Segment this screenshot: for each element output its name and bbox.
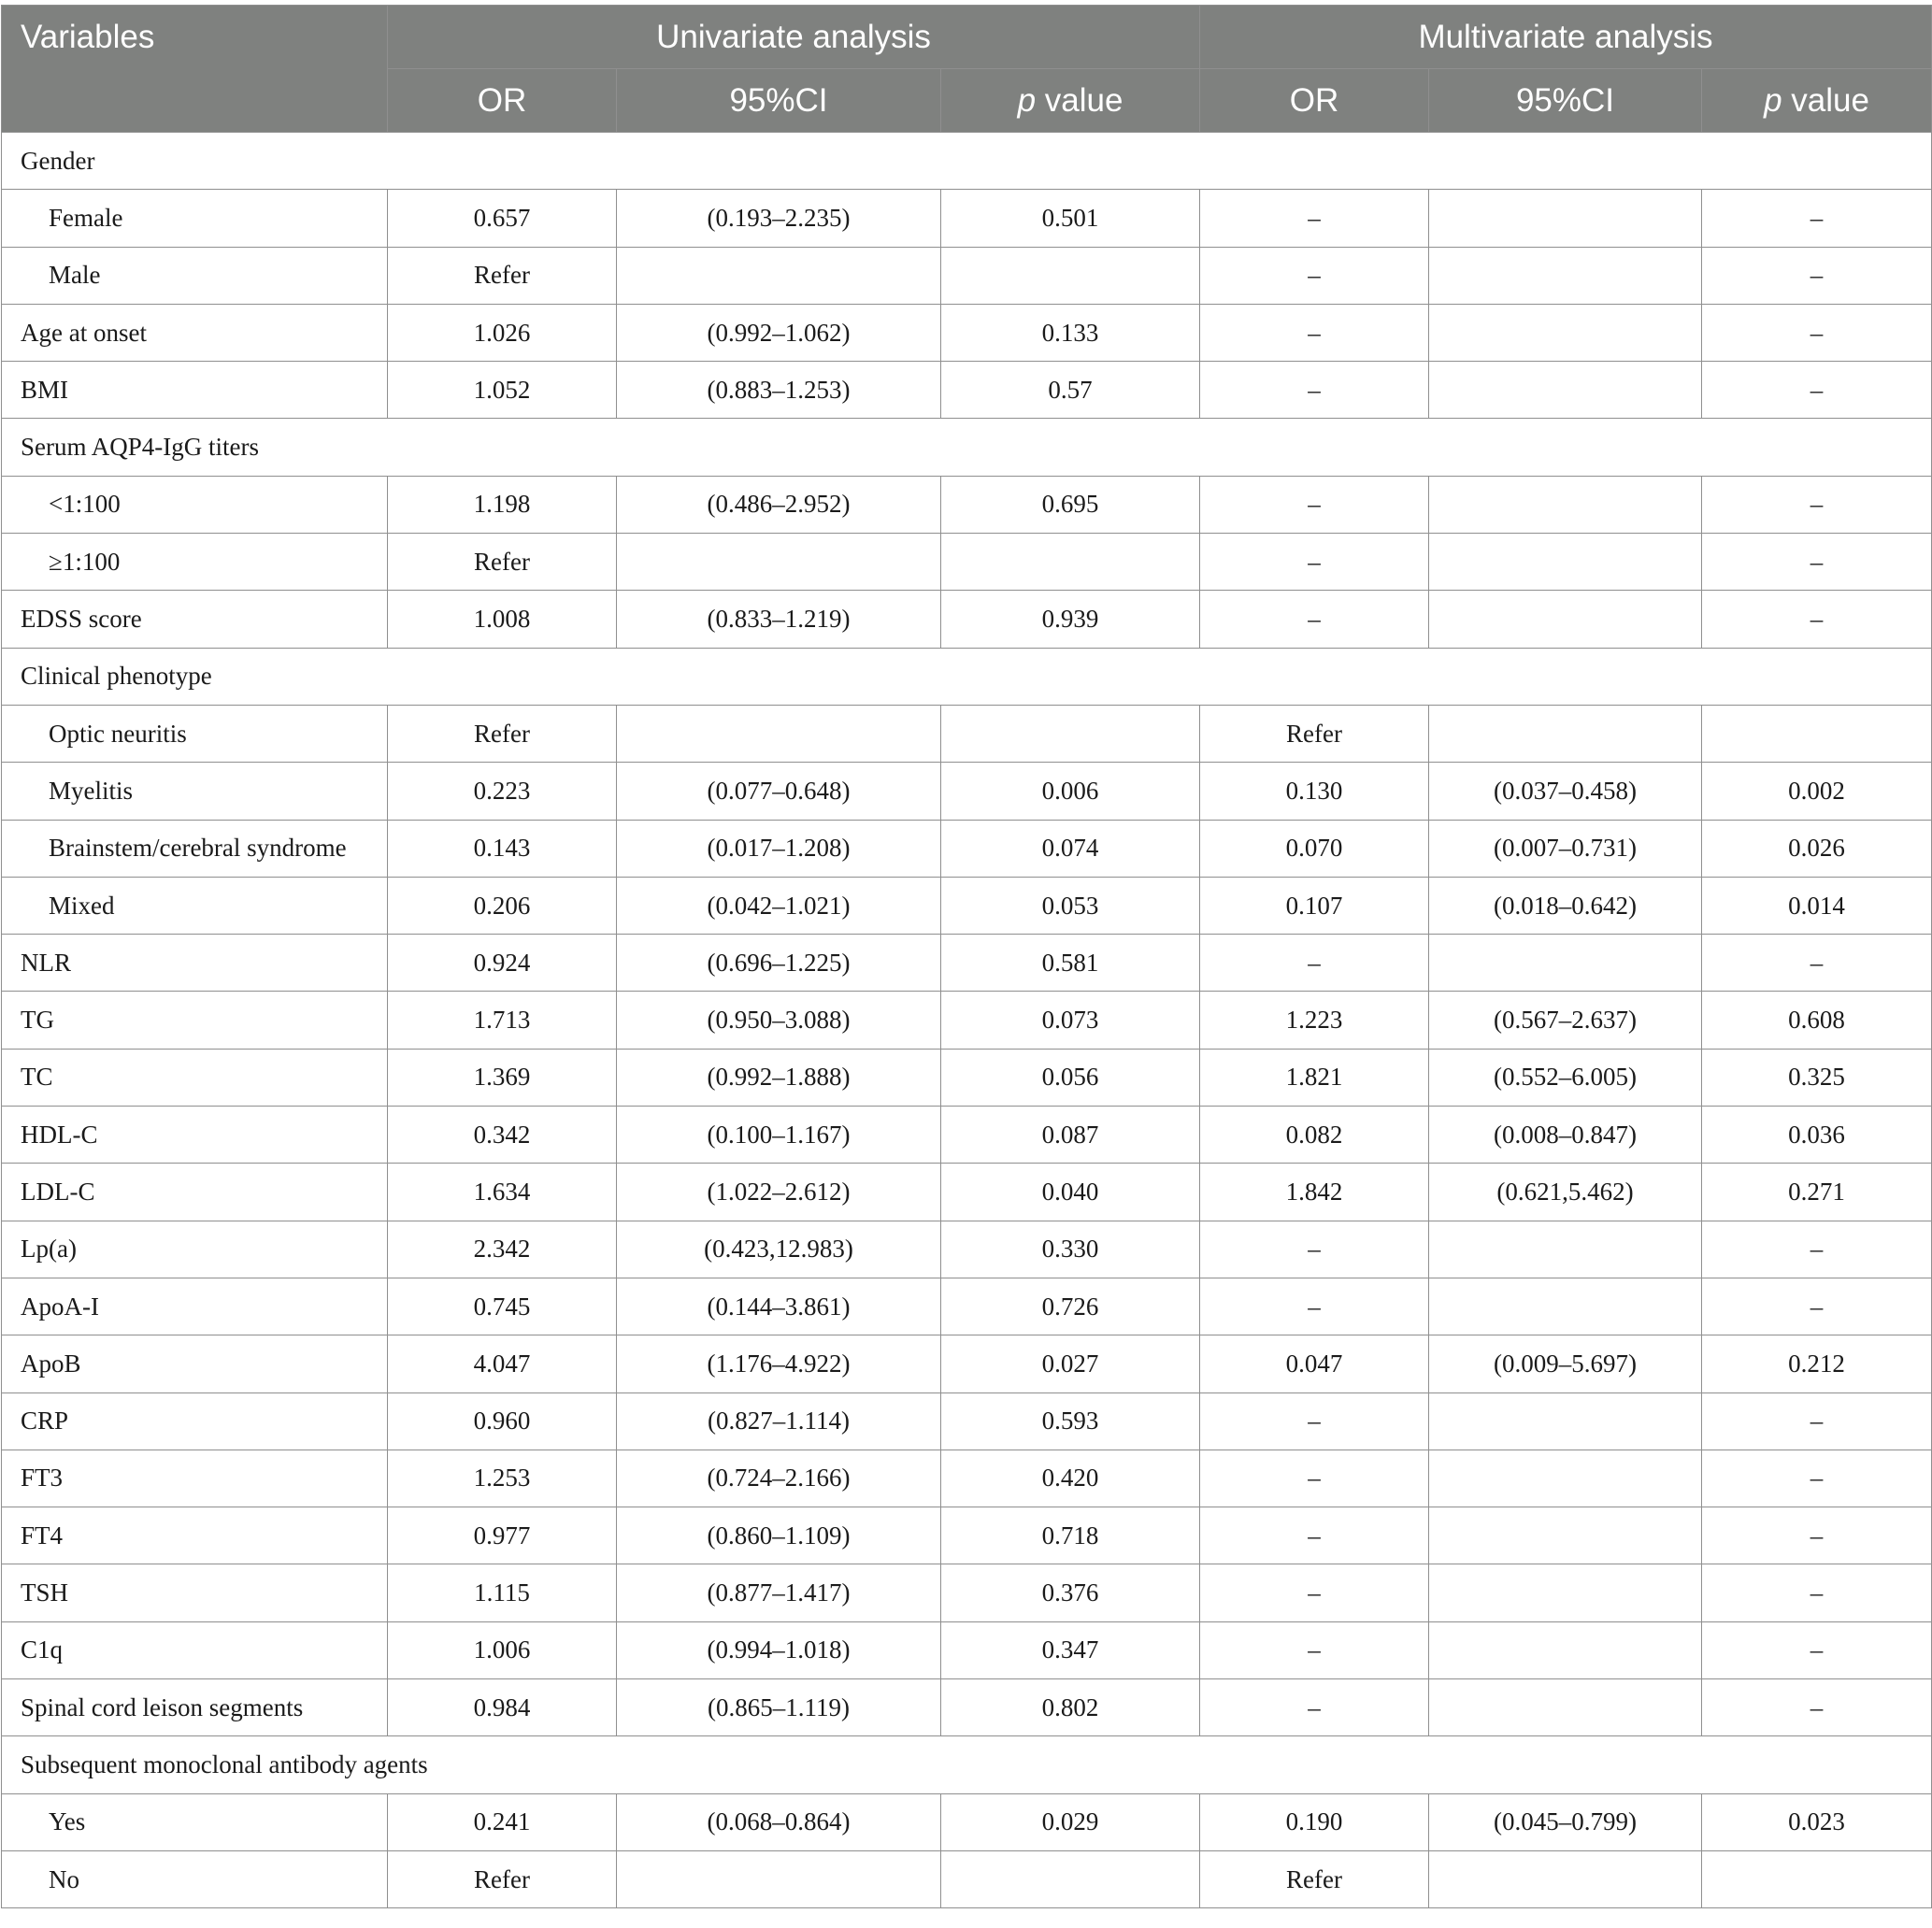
univariate-p-cell: 0.57 xyxy=(941,362,1200,419)
multivariate-ci-cell: (0.007–0.731) xyxy=(1429,820,1702,877)
univariate-p-cell: 0.087 xyxy=(941,1107,1200,1164)
variable-label: No xyxy=(2,1850,388,1907)
univariate-ci-cell xyxy=(617,1850,941,1907)
multivariate-p-cell: 0.023 xyxy=(1702,1793,1932,1850)
univariate-ci-cell: (1.176–4.922) xyxy=(617,1335,941,1392)
group-row xyxy=(2,1736,1932,1793)
group-label: Clinical phenotype xyxy=(2,648,1932,705)
table-row xyxy=(2,1564,1932,1621)
multivariate-or-cell: Refer xyxy=(1200,1850,1429,1907)
multivariate-or-cell: – xyxy=(1200,362,1429,419)
multivariate-or-cell: 1.842 xyxy=(1200,1164,1429,1221)
univariate-p-cell: 0.939 xyxy=(941,591,1200,648)
multivariate-p-cell: – xyxy=(1702,1221,1932,1278)
univariate-ci-cell: (0.100–1.167) xyxy=(617,1107,941,1164)
table-row xyxy=(2,362,1932,419)
multivariate-p-cell: – xyxy=(1702,1278,1932,1335)
univariate-or-cell: 0.924 xyxy=(388,935,617,992)
multivariate-or-cell: 1.223 xyxy=(1200,992,1429,1049)
multivariate-or-cell: – xyxy=(1200,1278,1429,1335)
univariate-or-cell: 4.047 xyxy=(388,1335,617,1392)
multivariate-ci-cell xyxy=(1429,1450,1702,1507)
univariate-ci-cell: (0.950–3.088) xyxy=(617,992,941,1049)
univariate-or-cell: Refer xyxy=(388,1850,617,1907)
univariate-ci-cell xyxy=(617,534,941,591)
group-label: Subsequent monoclonal antibody agents xyxy=(2,1736,1932,1793)
table-row xyxy=(2,1392,1932,1450)
multivariate-p-cell: 0.271 xyxy=(1702,1164,1932,1221)
multivariate-or-cell: – xyxy=(1200,591,1429,648)
multivariate-p-cell: – xyxy=(1702,1621,1932,1678)
univariate-or-cell: Refer xyxy=(388,534,617,591)
multivariate-ci-cell xyxy=(1429,1507,1702,1564)
univariate-ci-cell: (0.860–1.109) xyxy=(617,1507,941,1564)
variable-label: Yes xyxy=(2,1793,388,1850)
p-value-suffix: value xyxy=(1782,81,1869,119)
univariate-p-cell: 0.581 xyxy=(941,935,1200,992)
header-univariate: Univariate analysis xyxy=(388,6,1200,69)
multivariate-p-cell: – xyxy=(1702,1679,1932,1736)
multivariate-ci-cell xyxy=(1429,476,1702,533)
variable-label: EDSS score xyxy=(2,591,388,648)
univariate-ci-cell: (0.193–2.235) xyxy=(617,190,941,247)
multivariate-or-cell: 0.130 xyxy=(1200,763,1429,820)
multivariate-p-cell xyxy=(1702,705,1932,762)
univariate-p-cell: 0.501 xyxy=(941,190,1200,247)
multivariate-ci-cell: (0.045–0.799) xyxy=(1429,1793,1702,1850)
univariate-or-cell: 0.143 xyxy=(388,820,617,877)
multivariate-p-cell: – xyxy=(1702,362,1932,419)
table-row xyxy=(2,1221,1932,1278)
univariate-p-cell: 0.718 xyxy=(941,1507,1200,1564)
variable-label: Lp(a) xyxy=(2,1221,388,1278)
table-row xyxy=(2,1450,1932,1507)
univariate-p-cell: 0.726 xyxy=(941,1278,1200,1335)
univariate-ci-cell: (0.068–0.864) xyxy=(617,1793,941,1850)
variable-label: Spinal cord leison segments xyxy=(2,1679,388,1736)
univariate-ci-cell: (0.992–1.888) xyxy=(617,1049,941,1106)
multivariate-ci-cell: (0.018–0.642) xyxy=(1429,877,1702,934)
multivariate-ci-cell xyxy=(1429,1278,1702,1335)
univariate-or-cell: 0.342 xyxy=(388,1107,617,1164)
univariate-ci-cell: (0.833–1.219) xyxy=(617,591,941,648)
multivariate-or-cell: – xyxy=(1200,1450,1429,1507)
univariate-ci-cell: (0.865–1.119) xyxy=(617,1679,941,1736)
univariate-or-cell: 1.198 xyxy=(388,476,617,533)
multivariate-ci-cell xyxy=(1429,935,1702,992)
univariate-ci-cell: (0.017–1.208) xyxy=(617,820,941,877)
table-row xyxy=(2,1278,1932,1335)
multivariate-p-cell: 0.608 xyxy=(1702,992,1932,1049)
variable-label: Mixed xyxy=(2,877,388,934)
table-row xyxy=(2,1793,1932,1850)
multivariate-ci-cell xyxy=(1429,591,1702,648)
table-row xyxy=(2,1164,1932,1221)
variable-label: C1q xyxy=(2,1621,388,1678)
multivariate-ci-cell: (0.008–0.847) xyxy=(1429,1107,1702,1164)
univariate-p-cell xyxy=(941,1850,1200,1907)
univariate-ci-cell xyxy=(617,247,941,304)
multivariate-p-cell: – xyxy=(1702,534,1932,591)
table-row xyxy=(2,1621,1932,1678)
multivariate-or-cell: 0.107 xyxy=(1200,877,1429,934)
multivariate-ci-cell: (0.567–2.637) xyxy=(1429,992,1702,1049)
header-multivariate: Multivariate analysis xyxy=(1200,6,1932,69)
univariate-ci-cell xyxy=(617,705,941,762)
univariate-p-cell: 0.133 xyxy=(941,304,1200,361)
univariate-p-cell: 0.347 xyxy=(941,1621,1200,1678)
univariate-p-cell: 0.006 xyxy=(941,763,1200,820)
multivariate-ci-cell: (0.037–0.458) xyxy=(1429,763,1702,820)
table-row xyxy=(2,992,1932,1049)
multivariate-ci-cell xyxy=(1429,1679,1702,1736)
header-univariate-p xyxy=(941,69,1200,133)
univariate-ci-cell: (0.994–1.018) xyxy=(617,1621,941,1678)
multivariate-ci-cell xyxy=(1429,362,1702,419)
variable-label: <1:100 xyxy=(2,476,388,533)
variable-label: ApoB xyxy=(2,1335,388,1392)
univariate-p-cell xyxy=(941,534,1200,591)
univariate-ci-cell: (0.883–1.253) xyxy=(617,362,941,419)
multivariate-p-cell: – xyxy=(1702,304,1932,361)
multivariate-or-cell: – xyxy=(1200,190,1429,247)
multivariate-ci-cell xyxy=(1429,190,1702,247)
table-row xyxy=(2,1679,1932,1736)
univariate-ci-cell: (0.423,12.983) xyxy=(617,1221,941,1278)
univariate-or-cell: 1.713 xyxy=(388,992,617,1049)
p-italic: p xyxy=(1764,81,1782,119)
univariate-or-cell: 1.052 xyxy=(388,362,617,419)
multivariate-or-cell: – xyxy=(1200,534,1429,591)
univariate-or-cell: 1.026 xyxy=(388,304,617,361)
univariate-p-cell xyxy=(941,705,1200,762)
variable-label: Brainstem/cerebral syndrome xyxy=(2,820,388,877)
univariate-or-cell: 0.241 xyxy=(388,1793,617,1850)
group-row xyxy=(2,419,1932,476)
multivariate-p-cell: – xyxy=(1702,247,1932,304)
multivariate-or-cell: 0.190 xyxy=(1200,1793,1429,1850)
multivariate-ci-cell: (0.621,5.462) xyxy=(1429,1164,1702,1221)
table-row xyxy=(2,820,1932,877)
regression-table xyxy=(1,5,1932,1908)
univariate-ci-cell: (0.077–0.648) xyxy=(617,763,941,820)
univariate-or-cell: 0.223 xyxy=(388,763,617,820)
multivariate-or-cell: – xyxy=(1200,1507,1429,1564)
univariate-or-cell: Refer xyxy=(388,247,617,304)
univariate-or-cell: 0.984 xyxy=(388,1679,617,1736)
group-row xyxy=(2,648,1932,705)
table-row xyxy=(2,247,1932,304)
table-row xyxy=(2,591,1932,648)
multivariate-or-cell: – xyxy=(1200,247,1429,304)
multivariate-ci-cell xyxy=(1429,1221,1702,1278)
univariate-p-cell: 0.074 xyxy=(941,820,1200,877)
table-row xyxy=(2,1335,1932,1392)
multivariate-ci-cell: (0.552–6.005) xyxy=(1429,1049,1702,1106)
table-body xyxy=(2,133,1932,1908)
univariate-or-cell: 0.745 xyxy=(388,1278,617,1335)
variable-label: Age at onset xyxy=(2,304,388,361)
multivariate-p-cell: – xyxy=(1702,591,1932,648)
multivariate-p-cell: 0.036 xyxy=(1702,1107,1932,1164)
variable-label: CRP xyxy=(2,1392,388,1450)
univariate-or-cell: 1.008 xyxy=(388,591,617,648)
multivariate-or-cell: – xyxy=(1200,1221,1429,1278)
univariate-p-cell: 0.073 xyxy=(941,992,1200,1049)
table-row xyxy=(2,534,1932,591)
univariate-or-cell: 0.960 xyxy=(388,1392,617,1450)
table-row xyxy=(2,1507,1932,1564)
table-row xyxy=(2,1049,1932,1106)
univariate-or-cell: 1.369 xyxy=(388,1049,617,1106)
univariate-p-cell: 0.420 xyxy=(941,1450,1200,1507)
group-row xyxy=(2,133,1932,190)
variable-label: ≥1:100 xyxy=(2,534,388,591)
p-value-suffix: value xyxy=(1036,81,1123,119)
multivariate-p-cell: – xyxy=(1702,1564,1932,1621)
multivariate-p-cell: – xyxy=(1702,190,1932,247)
table-row xyxy=(2,1850,1932,1907)
multivariate-or-cell: – xyxy=(1200,1564,1429,1621)
variable-label: NLR xyxy=(2,935,388,992)
univariate-p-cell: 0.376 xyxy=(941,1564,1200,1621)
univariate-p-cell: 0.802 xyxy=(941,1679,1200,1736)
variable-label: Optic neuritis xyxy=(2,705,388,762)
univariate-ci-cell: (0.992–1.062) xyxy=(617,304,941,361)
univariate-or-cell: 1.634 xyxy=(388,1164,617,1221)
header-multivariate-or: OR xyxy=(1200,69,1429,133)
variable-label: BMI xyxy=(2,362,388,419)
multivariate-or-cell: 1.821 xyxy=(1200,1049,1429,1106)
multivariate-or-cell: – xyxy=(1200,476,1429,533)
multivariate-p-cell: – xyxy=(1702,1507,1932,1564)
table-row xyxy=(2,304,1932,361)
univariate-or-cell: 1.006 xyxy=(388,1621,617,1678)
multivariate-or-cell: – xyxy=(1200,935,1429,992)
univariate-ci-cell: (1.022–2.612) xyxy=(617,1164,941,1221)
table-row xyxy=(2,877,1932,934)
multivariate-or-cell: – xyxy=(1200,1679,1429,1736)
univariate-p-cell: 0.593 xyxy=(941,1392,1200,1450)
multivariate-ci-cell xyxy=(1429,304,1702,361)
univariate-p-cell: 0.053 xyxy=(941,877,1200,934)
variable-label: TG xyxy=(2,992,388,1049)
univariate-ci-cell: (0.696–1.225) xyxy=(617,935,941,992)
multivariate-or-cell: – xyxy=(1200,1392,1429,1450)
variable-label: HDL-C xyxy=(2,1107,388,1164)
univariate-or-cell: 1.115 xyxy=(388,1564,617,1621)
header-univariate-ci: 95%CI xyxy=(617,69,941,133)
univariate-ci-cell: (0.724–2.166) xyxy=(617,1450,941,1507)
multivariate-p-cell: – xyxy=(1702,1392,1932,1450)
variable-label: Male xyxy=(2,247,388,304)
table-row xyxy=(2,763,1932,820)
variable-label: Female xyxy=(2,190,388,247)
univariate-ci-cell: (0.877–1.417) xyxy=(617,1564,941,1621)
header-multivariate-p xyxy=(1702,69,1932,133)
multivariate-ci-cell xyxy=(1429,534,1702,591)
multivariate-ci-cell: (0.009–5.697) xyxy=(1429,1335,1702,1392)
header-univariate-or: OR xyxy=(388,69,617,133)
multivariate-ci-cell xyxy=(1429,1392,1702,1450)
multivariate-ci-cell xyxy=(1429,705,1702,762)
p-italic: p xyxy=(1017,81,1037,119)
group-label: Gender xyxy=(2,133,1932,190)
table-row xyxy=(2,1107,1932,1164)
univariate-or-cell: 2.342 xyxy=(388,1221,617,1278)
variable-label: TSH xyxy=(2,1564,388,1621)
multivariate-p-cell: – xyxy=(1702,1450,1932,1507)
table-header xyxy=(2,6,1932,133)
multivariate-or-cell: 0.082 xyxy=(1200,1107,1429,1164)
univariate-ci-cell: (0.144–3.861) xyxy=(617,1278,941,1335)
multivariate-p-cell: 0.014 xyxy=(1702,877,1932,934)
variable-label: TC xyxy=(2,1049,388,1106)
univariate-ci-cell: (0.827–1.114) xyxy=(617,1392,941,1450)
variable-label: Myelitis xyxy=(2,763,388,820)
multivariate-p-cell xyxy=(1702,1850,1932,1907)
multivariate-ci-cell xyxy=(1429,247,1702,304)
group-label: Serum AQP4-IgG titers xyxy=(2,419,1932,476)
multivariate-p-cell: 0.212 xyxy=(1702,1335,1932,1392)
multivariate-or-cell: 0.047 xyxy=(1200,1335,1429,1392)
multivariate-or-cell: 0.070 xyxy=(1200,820,1429,877)
multivariate-p-cell: – xyxy=(1702,476,1932,533)
table-row xyxy=(2,705,1932,762)
multivariate-or-cell: – xyxy=(1200,304,1429,361)
multivariate-p-cell: 0.026 xyxy=(1702,820,1932,877)
univariate-p-cell: 0.056 xyxy=(941,1049,1200,1106)
header-multivariate-ci: 95%CI xyxy=(1429,69,1702,133)
variable-label: LDL-C xyxy=(2,1164,388,1221)
univariate-or-cell: 0.657 xyxy=(388,190,617,247)
header-variables: Variables xyxy=(2,6,388,133)
univariate-p-cell xyxy=(941,247,1200,304)
univariate-ci-cell: (0.042–1.021) xyxy=(617,877,941,934)
univariate-p-cell: 0.040 xyxy=(941,1164,1200,1221)
table-row xyxy=(2,476,1932,533)
table-row xyxy=(2,935,1932,992)
univariate-p-cell: 0.695 xyxy=(941,476,1200,533)
multivariate-ci-cell xyxy=(1429,1621,1702,1678)
univariate-ci-cell: (0.486–2.952) xyxy=(617,476,941,533)
variable-label: FT4 xyxy=(2,1507,388,1564)
variable-label: FT3 xyxy=(2,1450,388,1507)
table-row xyxy=(2,190,1932,247)
univariate-p-cell: 0.330 xyxy=(941,1221,1200,1278)
univariate-p-cell: 0.029 xyxy=(941,1793,1200,1850)
multivariate-p-cell: 0.325 xyxy=(1702,1049,1932,1106)
univariate-p-cell: 0.027 xyxy=(941,1335,1200,1392)
multivariate-p-cell: – xyxy=(1702,935,1932,992)
univariate-or-cell: 1.253 xyxy=(388,1450,617,1507)
univariate-or-cell: 0.977 xyxy=(388,1507,617,1564)
multivariate-or-cell: – xyxy=(1200,1621,1429,1678)
multivariate-p-cell: 0.002 xyxy=(1702,763,1932,820)
univariate-or-cell: Refer xyxy=(388,705,617,762)
multivariate-or-cell: Refer xyxy=(1200,705,1429,762)
variable-label: ApoA-I xyxy=(2,1278,388,1335)
univariate-or-cell: 0.206 xyxy=(388,877,617,934)
multivariate-ci-cell xyxy=(1429,1850,1702,1907)
multivariate-ci-cell xyxy=(1429,1564,1702,1621)
